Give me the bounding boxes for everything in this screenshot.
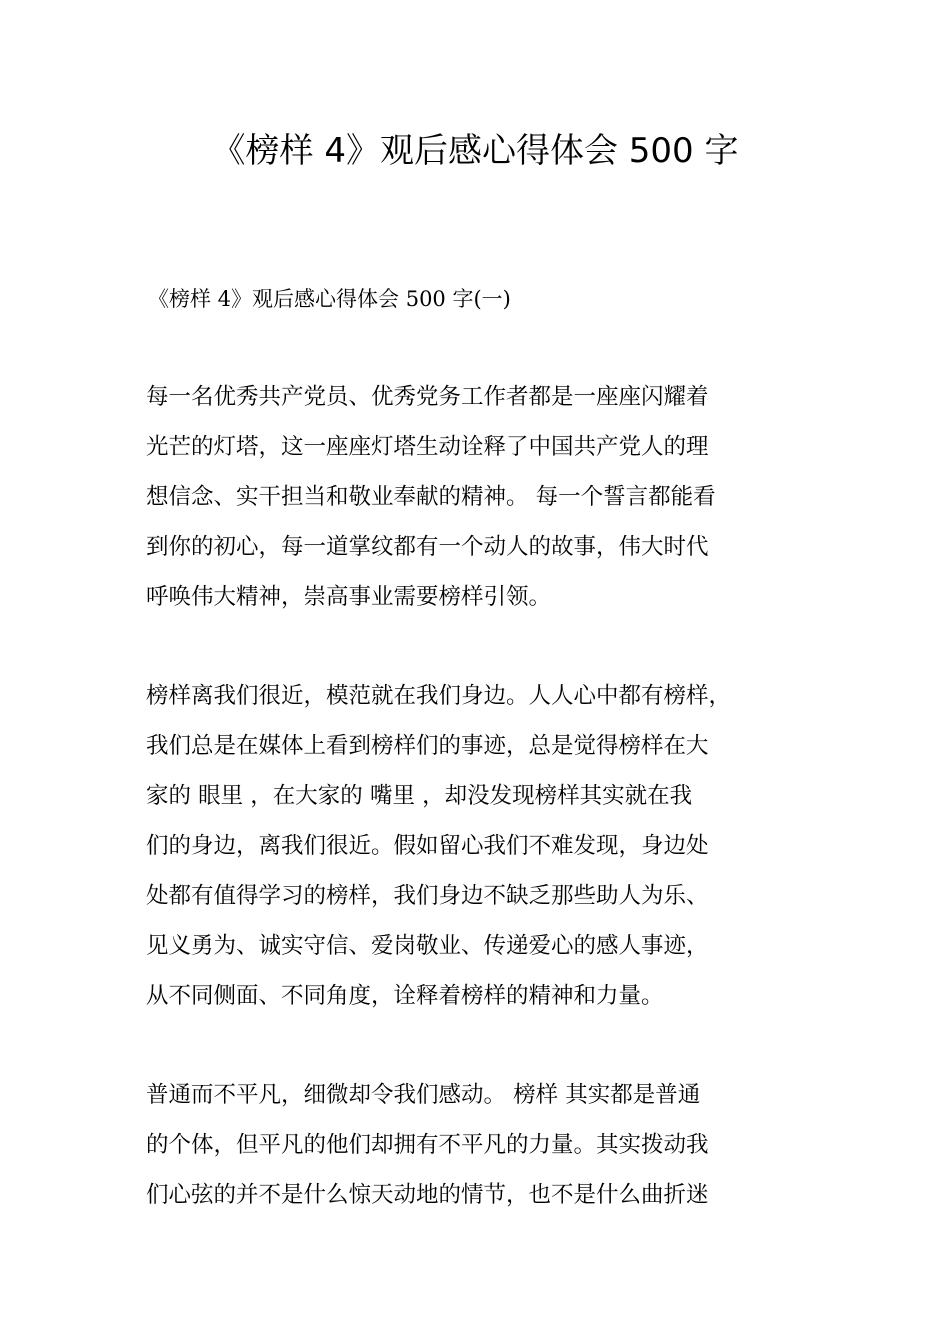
paragraph-line: 普通而不平凡，细微却令我们感动。 榜样 其实都是普通 — [146, 1082, 701, 1108]
paragraph-line: 想信念、实干担当和敬业奉献的精神。 每一个誓言都能看 — [146, 484, 716, 510]
paragraph-line: 的个体，但平凡的他们却拥有不平凡的力量。其实拨动我 — [146, 1132, 709, 1158]
paragraph-line: 家的 眼里 ，在大家的 嘴里 ，却没发现榜样其实就在我 — [146, 783, 693, 809]
paragraph-line: 每一名优秀共产党员、优秀党务工作者都是一座座闪耀着 — [146, 384, 709, 410]
document-title: 《榜样 4》观后感心得体会 500 字 — [211, 131, 739, 171]
paragraph-line: 见义勇为、诚实守信、爱岗敬业、传递爱心的感人事迹， — [146, 933, 709, 959]
paragraph-line: 我们总是在媒体上看到榜样们的事迹，总是觉得榜样在大 — [146, 733, 709, 759]
paragraph-line: 们心弦的并不是什么惊天动地的情节，也不是什么曲折迷 — [146, 1182, 709, 1208]
paragraph-line: 从不同侧面、不同角度，诠释着榜样的精神和力量。 — [146, 983, 664, 1009]
paragraph-line: 处都有值得学习的榜样，我们身边不缺乏那些助人为乐、 — [146, 883, 709, 909]
paragraph-line: 光芒的灯塔，这一座座灯塔生动诠释了中国共产党人的理 — [146, 434, 709, 460]
paragraph-line: 到你的初心，每一道掌纹都有一个动人的故事，伟大时代 — [146, 534, 709, 560]
paragraph-line: 呼唤伟大精神，崇高事业需要榜样引领。 — [146, 584, 552, 610]
paragraph-line: 榜样离我们很近，模范就在我们身边。人人心中都有榜样， — [146, 683, 732, 709]
section-subtitle: 《榜样 4》观后感心得体会 500 字(一) — [148, 287, 511, 311]
paragraph-line: 们的身边，离我们很近。假如留心我们不难发现，身边处 — [146, 833, 709, 859]
paragraph-3 — [146, 1070, 709, 1220]
paragraph-2 — [146, 671, 731, 1021]
paragraph-1 — [146, 372, 716, 622]
